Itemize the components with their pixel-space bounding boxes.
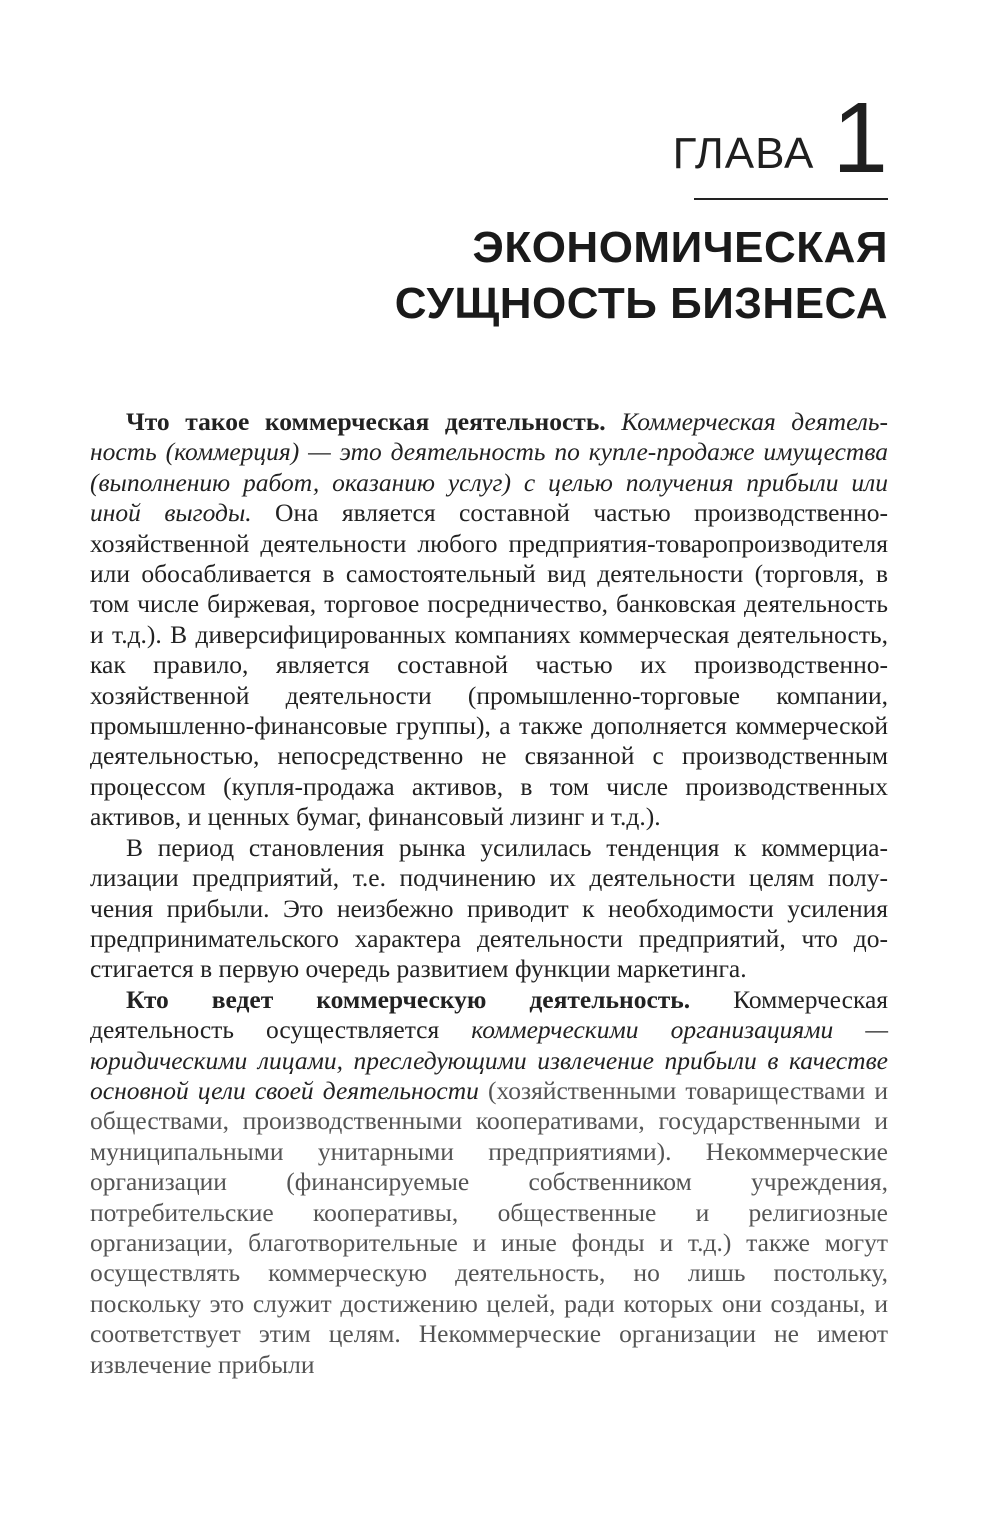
paragraph-1	[90, 407, 888, 833]
chapter-title-line-2: СУЩНОСТЬ БИЗНЕСА	[394, 279, 888, 328]
paragraph-1-lead: Что такое коммерческая деятельность.	[126, 407, 606, 436]
paragraph-1-definition: Коммерческая деятельность (коммерция) — это деятельность по купле-продаже имущества (выполнению работ, оказанию услуг) с целью получения прибыли или иной выгоды.	[90, 407, 888, 528]
paragraph-3-lead: Кто ведет коммерческую деятельность.	[126, 984, 691, 1014]
paragraph-1-text: Она является составной частью производственно-хозяйственной деятельности любого предприятия-товаропроизводителя или обосабливается в самостоятельный вид деятельности (торговля, в том числе биржевая, торговое посредничество, банковская деятельность и т.д.). В диверсифицированных компаниях коммерческая деятельность, как правило, является составной частью их производственно-хозяйственной деятельности (промышленно-торговые компании, промышленно-финансовые группы), а также дополняется коммерческой деятельностью, непосредственно не связанной с производственным процессом (купля-продажа активов, в том числе производственных активов, и ценных бумаг, финансовый лизинг и т.д.).	[90, 498, 888, 832]
paragraph-3-text-before: Коммерческая деятельность осуществляется	[90, 984, 888, 1045]
chapter-heading	[672, 82, 888, 194]
paragraph-2-text: В период становления рынка усилилась тенденция к коммерциализации предприятий, т.е. подчинению их деятельности целям получения прибыли. Это неизбежно приводит к необходимости усиления предпринимательского характера деятельности предприятий, что достигается в первую очередь развитием функции маркетинга.	[90, 832, 888, 984]
chapter-label: ГЛАВА	[672, 129, 815, 178]
chapter-title	[395, 220, 888, 332]
paragraph-3-definition: коммерческими организациями — юридическими лицами, преследующими извлечение прибыли в качестве основной цели своей деятельности	[90, 1015, 889, 1105]
chapter-title-line-1: ЭКОНОМИЧЕСКАЯ	[472, 223, 888, 272]
paragraph-3-text-after: (хозяйственными товариществами и обществами, производственными кооперативами, государственными и муниципальными унитарными предприятиями). Некоммерческие организации (финансируемые собственником учреждения, потребительские кооперативы, общественные и религиозные организации, благотворительные и иные фонды и т.д.) также могут осуществлять коммерческую деятельность, но лишь постольку, поскольку это служит достижению целей, ради которых они созданы, и соответствует этим целям. Некоммерческие организации не имеют извлечение прибыли	[90, 1075, 889, 1379]
chapter-divider	[694, 198, 888, 200]
paragraph-2	[90, 833, 888, 985]
paragraph-3	[90, 985, 888, 1380]
chapter-number: 1	[832, 82, 888, 194]
body-text	[90, 407, 888, 1380]
